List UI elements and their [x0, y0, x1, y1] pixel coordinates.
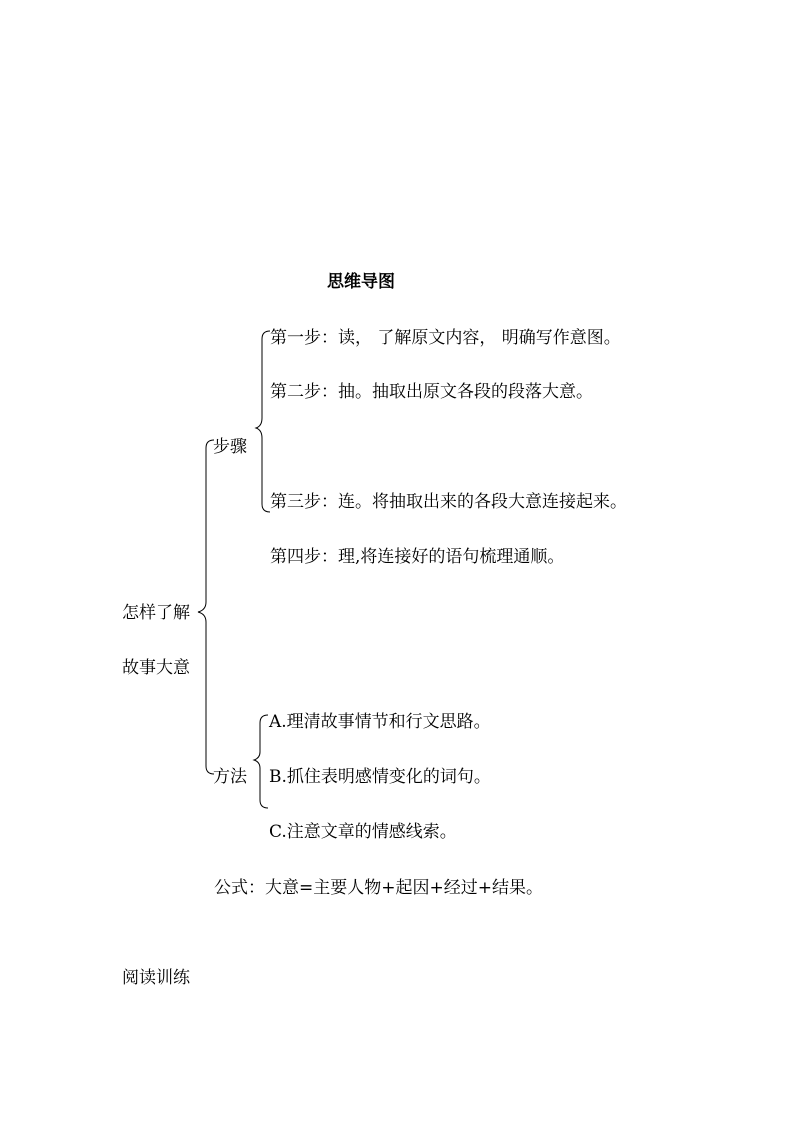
branch-label-methods: 方法 [213, 767, 247, 787]
method-item: A.理清故事情节和行文思路。 [269, 712, 491, 732]
method-item: C.注意文章的情感线索。 [269, 822, 457, 842]
step-item: 第四步：理,将连接好的语句梳理通顺。 [270, 547, 565, 567]
step-item: 第三步：连。将抽取出来的各段大意连接起来。 [270, 492, 627, 512]
page-title: 思维导图 [327, 272, 395, 292]
root-label-line1: 怎样了解 [122, 603, 190, 623]
formula-text: 公式：大意=主要人物+起因+经过+结果。 [214, 878, 543, 898]
step-item: 第一步：读， 了解原文内容， 明确写作意图。 [270, 328, 621, 348]
branch-label-steps: 步骤 [213, 437, 247, 457]
section-heading-reading-practice: 阅读训练 [122, 968, 190, 988]
step-item: 第二步：抽。抽取出原文各段的段落大意。 [270, 382, 593, 402]
root-label-line2: 故事大意 [122, 658, 190, 678]
method-item: B.抓住表明感情变化的词句。 [269, 767, 491, 787]
root-bracket [198, 440, 214, 774]
steps-bracket [256, 331, 270, 512]
methods-bracket [254, 715, 268, 808]
